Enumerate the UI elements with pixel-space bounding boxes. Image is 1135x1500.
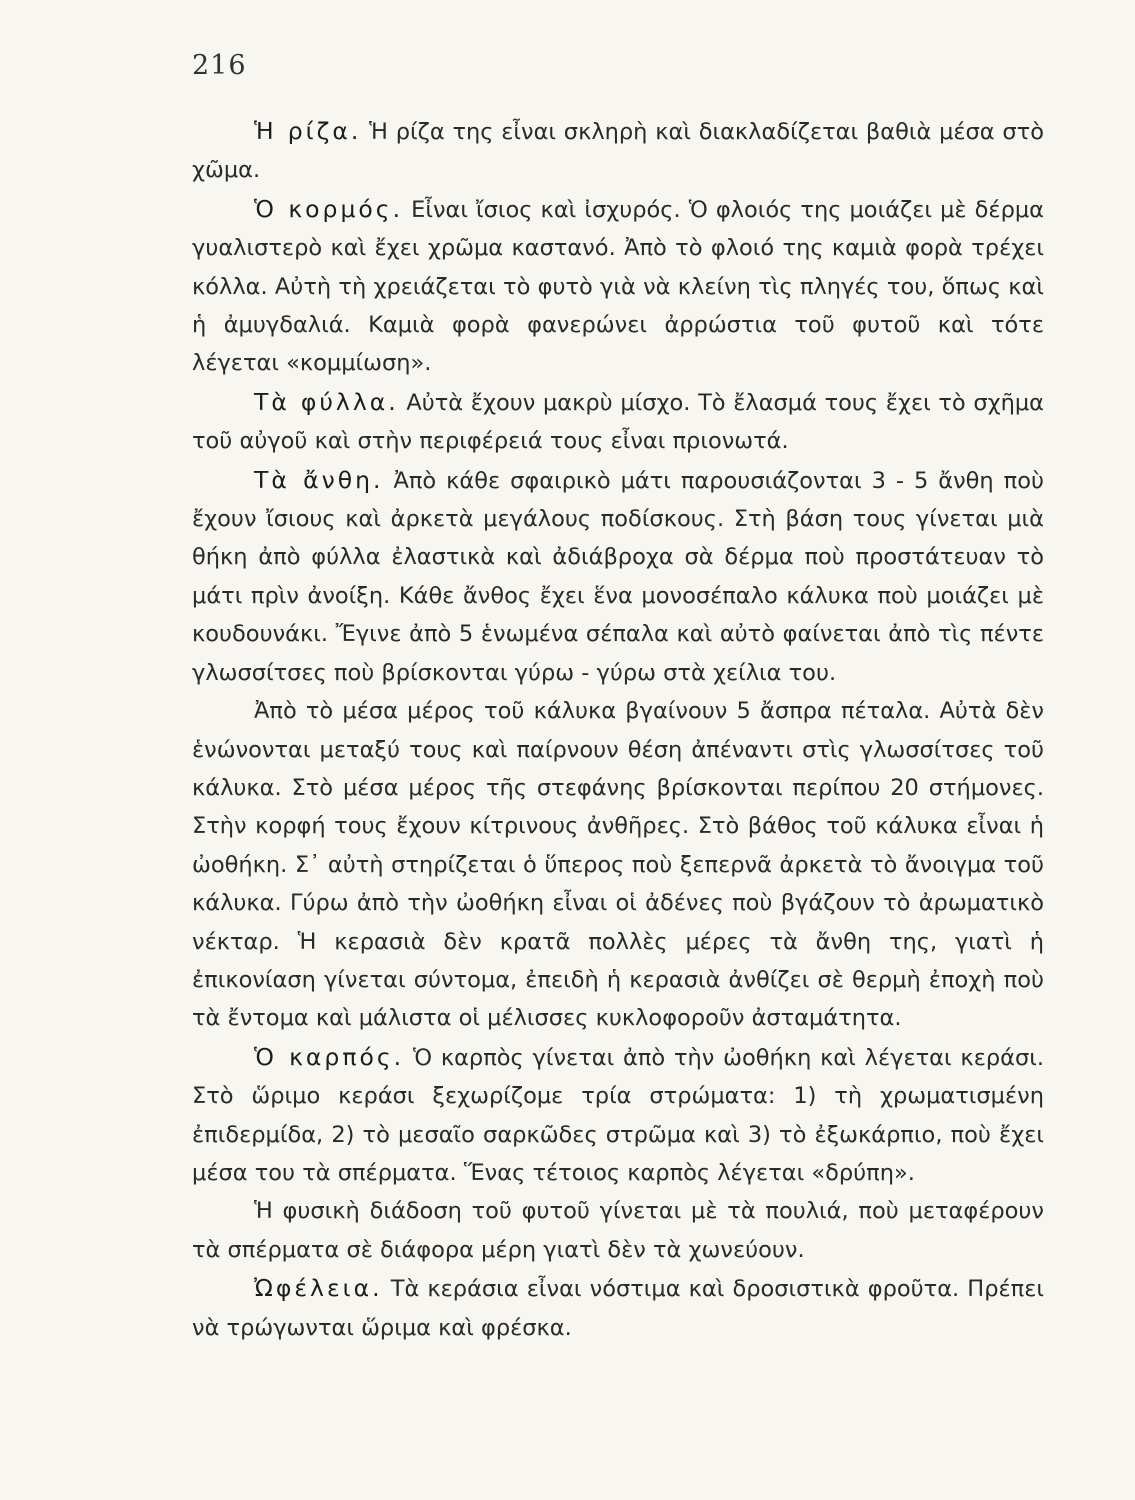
paragraph-flowers [192,461,1044,692]
heading-trunk: Ὁ κορμός. [254,194,404,223]
page-number: 216 [192,50,247,81]
paragraph-root [192,112,1044,190]
paragraph-text: Ὁ καρπὸς γίνεται ἀπὸ τὴν ὠοθήκη καὶ λέγεται κεράσι. Στὸ ὥριμο κεράσι ξεχωρίζομε τρία στρώματα: 1) τὴ χρωματισμένη ἐπιδερμίδα, 2) τὸ μεσαῖο σαρκῶδες στρῶμα καὶ 3) τὸ ἐξωκάρπιο, ποὺ ἔχει μέσα του τὰ σπέρματα. Ἕνας τέτοιος καρπὸς λέγεται «δρύπη». [192,1044,1044,1186]
paragraph-dispersal [192,1192,1044,1269]
paragraph-text: Ἡ ρίζα της εἶναι σκληρὴ καὶ διακλαδίζεται βαθιὰ μέσα στὸ χῶμα. [192,119,1044,184]
paragraph-text: Ἡ φυσικὴ διάδοση τοῦ φυτοῦ γίνεται μὲ τὰ πουλιά, ποὺ μεταφέρουν τὰ σπέρματα σὲ διάφορα μέρη γιατὶ δὲν τὰ χωνεύουν. [192,1198,1044,1263]
paragraph-leaves [192,383,1044,461]
paragraph-trunk [192,190,1044,383]
heading-fruit: Ὁ καρπός. [254,1042,405,1071]
heading-root: Ἡ ρίζα. [254,117,362,145]
heading-benefit: Ὠφέλεια. [254,1274,383,1303]
paragraph-text: Αὐτὰ ἔχουν μακρὺ μίσχο. Τὸ ἔλασμά τους ἔχει τὸ σχῆμα τοῦ αὐγοῦ καὶ στὴν περιφέρειά τους εἶναι πριονωτά. [192,389,1044,455]
body-text [192,112,1044,1347]
paragraph-benefit [192,1269,1044,1347]
paragraph-text: Ἀπὸ τὸ μέσα μέρος τοῦ κάλυκα βγαίνουν 5 ἄσπρα πέταλα. Αὐτὰ δὲν ἑνώνονται μεταξύ τους καὶ παίρνουν θέση ἀπέναντι στὶς γλωσσίτσες τοῦ κάλυκα. Στὸ μέσα μέρος τῆς στεφάνης βρίσκονται περίπου 20 στήμονες. Στὴν κορφή τους ἔχουν κίτρινους ἀνθῆρες. Στὸ βάθος τοῦ κάλυκα εἶναι ἡ ὠοθήκη. Σ᾽ αὐτὴ στηρίζεται ὁ ὕπερος ποὺ ξεπερνᾶ ἀρκετὰ τὸ ἄνοιγμα τοῦ κάλυκα. Γύρω ἀπὸ τὴν ὠοθήκη εἶναι οἱ ἀδένες ποὺ βγάζουν τὸ ἀρωματικὸ νέκταρ. Ἡ κερασιὰ δὲν κρατᾶ πολλὲς μέρες τὰ ἄνθη της, γιατὶ ἡ ἐπικονίαση γίνεται σύντομα, ἐπειδὴ ἡ κερασιὰ ἀνθίζει σὲ θερμὴ ἐποχὴ ποὺ τὰ ἔντομα καὶ μάλιστα οἱ μέλισσες κυκλοφοροῦν ἀσταμάτητα. [192,698,1044,1032]
heading-leaves: Τὰ φύλλα. [254,387,399,416]
paragraph-text: Ἀπὸ κάθε σφαιρικὸ μάτι παρουσιάζονται 3 - 5 ἄνθη ποὺ ἔχουν ἴσιους καὶ ἀρκετὰ μεγάλους ποδίσκους. Στὴ βάση τους γίνεται μιὰ θήκη ἀπὸ φύλλα ἐλαστικὰ καὶ ἀδιάβροχα σὰ δέρμα ποὺ προστάτευαν τὸ μάτι πρὶν ἀνοίξη. Κάθε ἄνθος ἔχει ἕνα μονοσέπαλο κάλυκα ποὺ μοιάζει μὲ κουδουνάκι. Ἔγινε ἀπὸ 5 ἑνωμένα σέπαλα καὶ αὐτὸ φαίνεται ἀπὸ τὶς πέντε γλωσσίτσες ποὺ βρίσκονται γύρω - γύρω στὰ χείλια του. [192,467,1044,686]
heading-flowers: Τὰ ἄνθη. [254,465,384,494]
paragraph-text: Εἶναι ἴσιος καὶ ἰσχυρός. Ὁ φλοιός της μοιάζει μὲ δέρμα γυαλιστερὸ καὶ ἔχει χρῶμα καστανό. Ἀπὸ τὸ φλοιό της καμιὰ φορὰ τρέχει κόλλα. Αὐτὴ τὴ χρειάζεται τὸ φυτὸ γιὰ νὰ κλείνη τὶς πληγές του, ὅπως καὶ ἡ ἀμυγδαλιά. Καμιὰ φορὰ φανερώνει ἀρρώστια τοῦ φυτοῦ καὶ τότε λέγεται «κομμίωση». [192,196,1044,377]
paragraph-text: Τὰ κεράσια εἶναι νόστιμα καὶ δροσιστικὰ φροῦτα. Πρέπει νὰ τρώγωνται ὥριμα καὶ φρέσκα. [192,1276,1044,1341]
paragraph-fruit [192,1038,1044,1193]
paragraph-petals [192,692,1044,1038]
